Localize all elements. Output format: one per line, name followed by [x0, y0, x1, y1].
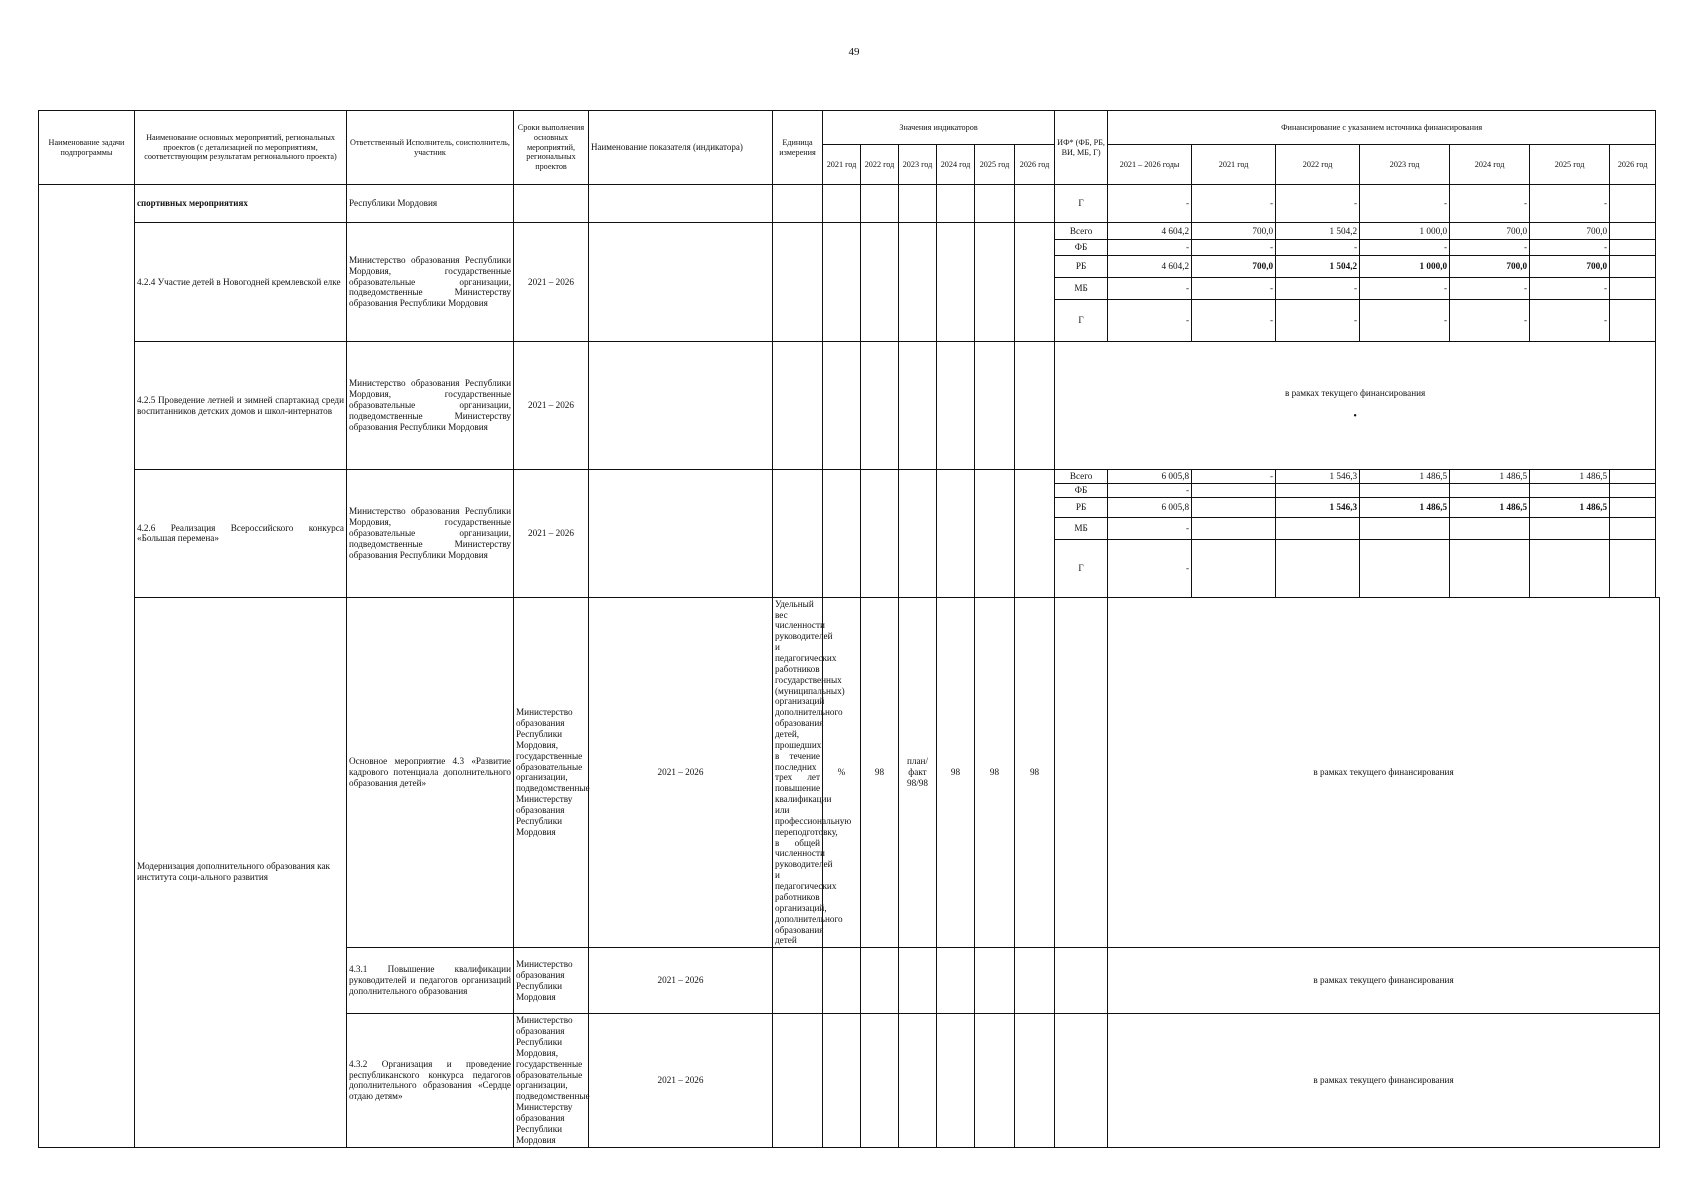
header-year-2023: 2023 год — [899, 145, 937, 185]
value-2024: 98 — [975, 597, 1015, 948]
fin-value: - — [1192, 240, 1276, 256]
fin-source: МБ — [1055, 517, 1108, 539]
fin-value: 700,0 — [1530, 223, 1610, 240]
value-2023: 98 — [937, 597, 975, 948]
fin-value — [1360, 483, 1450, 497]
fin-source: ФБ — [1055, 240, 1108, 256]
header-year-2021: 2021 год — [823, 145, 861, 185]
activity-4-3-1: 4.3.1 Повышение квалификации руководителей и педагогов организаций дополнительного образования — [347, 948, 514, 1014]
task-cell — [135, 597, 347, 1147]
financing-note: в рамках текущего финансирования — [1108, 597, 1660, 948]
fin-value: - — [1108, 300, 1192, 342]
header-year-2024: 2024 год — [937, 145, 975, 185]
fin-value: 1 504,2 — [1276, 256, 1360, 278]
header-year-2026: 2026 год — [1015, 145, 1055, 185]
activity-4-3-2: 4.3.2 Организация и проведение республиканского конкурса педагогов дополнительного образования «Сердце отдаю детям» — [347, 1014, 514, 1147]
header-fin-2023: 2023 год — [1360, 145, 1450, 185]
fin-value: - — [1276, 185, 1360, 223]
header-indicator: Наименование показателя (индикатора) — [589, 111, 773, 185]
fin-source: РБ — [1055, 497, 1108, 517]
fin-value: - — [1192, 470, 1276, 484]
fin-value — [1450, 517, 1530, 539]
fin-source: Всего — [1055, 223, 1108, 240]
task-name: Модернизация дополнительного образования как института соци-ального развития — [137, 861, 331, 883]
fin-value: 4 604,2 — [1108, 256, 1192, 278]
header-term: Сроки выполнения основных мероприятий, региональных проектов — [514, 111, 589, 185]
fin-value — [1610, 497, 1656, 517]
fin-value: - — [1450, 278, 1530, 300]
value-2025: 98 — [1015, 597, 1055, 948]
fin-value: - — [1108, 539, 1192, 597]
fin-value: 6 005,8 — [1108, 470, 1192, 484]
fin-source: Г — [1055, 539, 1108, 597]
fin-value — [1610, 278, 1656, 300]
fin-value: 1 486,5 — [1450, 497, 1530, 517]
fin-source: РБ — [1055, 256, 1108, 278]
fin-value: - — [1530, 185, 1610, 223]
fin-value: 6 005,8 — [1108, 497, 1192, 517]
fin-value: 1 546,3 — [1276, 470, 1360, 484]
fin-value: - — [1450, 300, 1530, 342]
executor-4-3-1: Министерство образования Республики Мордовия — [514, 948, 589, 1014]
executor-continuation: Республики Мордовия — [347, 185, 514, 223]
task-cell-empty — [39, 185, 135, 1148]
executor-4-2-6: Министерство образования Республики Мордовия, государственные образовательные организации, подведомственные Министерству образования Республики Мордовия — [347, 470, 514, 598]
dot-mark: • — [1353, 411, 1357, 423]
fin-source: МБ — [1055, 278, 1108, 300]
fin-value: - — [1530, 278, 1610, 300]
financing-note: в рамках текущего финансирования — [1108, 1014, 1660, 1147]
table-row — [39, 223, 1660, 240]
fin-value: - — [1450, 240, 1530, 256]
activity-continuation: спортивных мероприятиях — [137, 198, 248, 209]
fin-value: - — [1276, 240, 1360, 256]
fin-value: - — [1450, 185, 1530, 223]
executor-4-2-4: Министерство образования Республики Мордовия, государственные образовательные организации, подведомственные Министерству образования Республики Мордовия — [347, 223, 514, 342]
fin-value — [1610, 483, 1656, 497]
executor-4-2-5: Министерство образования Республики Мордовия, государственные образовательные организации, подведомственные Министерству образования Республики Мордовия — [347, 342, 514, 470]
header-fin-total: 2021 – 2026 годы — [1108, 145, 1192, 185]
fin-value — [1610, 240, 1656, 256]
header-fin-2025: 2025 год — [1530, 145, 1610, 185]
activity-4-2-5: 4.2.5 Проведение летней и зимней спартакиад среди воспитанников детских домов и школ-интернатов — [135, 342, 347, 470]
fin-value — [1192, 483, 1276, 497]
fin-value — [1530, 539, 1610, 597]
table-row — [39, 597, 1660, 948]
header-fin-2022: 2022 год — [1276, 145, 1360, 185]
value-2026 — [1055, 597, 1108, 948]
header-values-group: Значения индикаторов — [823, 111, 1055, 145]
fin-value — [1450, 539, 1530, 597]
table-row — [39, 470, 1660, 484]
fin-value — [1192, 517, 1276, 539]
financing-note-text: в рамках текущего финансирования — [1284, 388, 1426, 399]
fin-value — [1360, 539, 1450, 597]
indicator-4-3: Удельный вес численности руководителей и педагогических работников государственных (муниципальных) организаций дополнительного образования детей, прошедших в течение последних трех лет повышение квалификации или профессиональную переподготовку, в общей численности руководителей и педагогических работников организаций, дополнительного образования детей — [773, 597, 823, 948]
fin-value: - — [1360, 300, 1450, 342]
fin-value — [1276, 517, 1360, 539]
fin-value: - — [1530, 240, 1610, 256]
header-financing-group: Финансирование с указанием источника финансирования — [1108, 111, 1656, 145]
value-2022: план/ факт 98/98 — [899, 597, 937, 948]
fin-value — [1610, 300, 1656, 342]
activity-4-2-4: 4.2.4 Участие детей в Новогодней кремлевской елке — [135, 223, 347, 342]
fin-value: - — [1108, 185, 1192, 223]
fin-value: - — [1530, 300, 1610, 342]
term-4-2-6: 2021 – 2026 — [514, 470, 589, 598]
header-source: ИФ* (ФБ, РБ, ВИ, МБ, Г) — [1055, 111, 1108, 185]
table-row — [39, 185, 1660, 223]
fin-value — [1610, 470, 1656, 484]
executor-4-3-2: Министерство образования Республики Мордовия, государственные образовательные организации, подведомственные Министерству образования Республики Мордовия — [514, 1014, 589, 1147]
header-year-2025: 2025 год — [975, 145, 1015, 185]
fin-value: 700,0 — [1192, 256, 1276, 278]
fin-source: Г — [1055, 185, 1108, 223]
fin-value: - — [1360, 278, 1450, 300]
term-4-3: 2021 – 2026 — [589, 597, 773, 948]
value-2021: 98 — [861, 597, 899, 948]
fin-value: 1 486,5 — [1530, 470, 1610, 484]
fin-value: 1 000,0 — [1360, 223, 1450, 240]
fin-value — [1276, 483, 1360, 497]
fin-value — [1530, 483, 1610, 497]
fin-value: - — [1108, 517, 1192, 539]
fin-value — [1610, 185, 1656, 223]
fin-value: - — [1108, 278, 1192, 300]
unit-4-3: % — [823, 597, 861, 948]
header-fin-2026: 2026 год — [1610, 145, 1656, 185]
fin-value: 1 486,5 — [1360, 497, 1450, 517]
fin-value: 4 604,2 — [1108, 223, 1192, 240]
fin-value: - — [1276, 278, 1360, 300]
fin-value: 1 486,5 — [1530, 497, 1610, 517]
header-task: Наименование задачи подпрограммы — [39, 111, 135, 185]
header-unit: Единица измерения — [773, 111, 823, 185]
fin-value: 1 504,2 — [1276, 223, 1360, 240]
fin-value — [1610, 223, 1656, 240]
activity-4-3: Основное мероприятие 4.3 «Развитие кадрового потенциала дополнительного образования детей» — [347, 597, 514, 948]
fin-value — [1192, 539, 1276, 597]
table-row — [39, 342, 1660, 470]
executor-4-3: Министерство образования Республики Мордовия, государственные образовательные организации, подведомственные Министерству образования Республики Мордовия — [514, 597, 589, 948]
fin-source: Всего — [1055, 470, 1108, 484]
fin-value — [1450, 483, 1530, 497]
fin-value: - — [1192, 185, 1276, 223]
fin-value — [1360, 517, 1450, 539]
fin-value — [1276, 539, 1360, 597]
fin-value: - — [1108, 240, 1192, 256]
term-4-3-1: 2021 – 2026 — [589, 948, 773, 1014]
fin-value: 1 486,5 — [1360, 470, 1450, 484]
fin-value: 1 486,5 — [1450, 470, 1530, 484]
fin-value: 700,0 — [1192, 223, 1276, 240]
header-fin-2024: 2024 год — [1450, 145, 1530, 185]
fin-value: 700,0 — [1530, 256, 1610, 278]
fin-source: ФБ — [1055, 483, 1108, 497]
fin-value — [1610, 539, 1656, 597]
term-4-2-4: 2021 – 2026 — [514, 223, 589, 342]
fin-value: - — [1360, 240, 1450, 256]
header-year-2022: 2022 год — [861, 145, 899, 185]
fin-value — [1530, 517, 1610, 539]
activity-4-2-6: 4.2.6 Реализация Всероссийского конкурса «Большая перемена» — [135, 470, 347, 598]
fin-value: - — [1276, 300, 1360, 342]
fin-value: 1 546,3 — [1276, 497, 1360, 517]
page-number: 49 — [848, 46, 860, 58]
header-activity: Наименование основных мероприятий, региональных проектов (с детализацией по мероприятиям, соответствующим результатам регионального проекта) — [135, 111, 347, 185]
fin-value: 700,0 — [1450, 256, 1530, 278]
fin-value — [1610, 517, 1656, 539]
fin-value — [1610, 256, 1656, 278]
financing-note — [1055, 342, 1656, 470]
program-table — [38, 110, 1660, 1148]
fin-value — [1192, 497, 1276, 517]
term-4-3-2: 2021 – 2026 — [589, 1014, 773, 1147]
term-4-2-5: 2021 – 2026 — [514, 342, 589, 470]
header-fin-2021: 2021 год — [1192, 145, 1276, 185]
fin-value: 700,0 — [1450, 223, 1530, 240]
fin-source: Г — [1055, 300, 1108, 342]
fin-value: - — [1108, 483, 1192, 497]
fin-value: - — [1360, 185, 1450, 223]
fin-value: 1 000,0 — [1360, 256, 1450, 278]
financing-note: в рамках текущего финансирования — [1108, 948, 1660, 1014]
fin-value: - — [1192, 278, 1276, 300]
fin-value: - — [1192, 300, 1276, 342]
header-executor: Ответственный Исполнитель, соисполнитель, участник — [347, 111, 514, 185]
